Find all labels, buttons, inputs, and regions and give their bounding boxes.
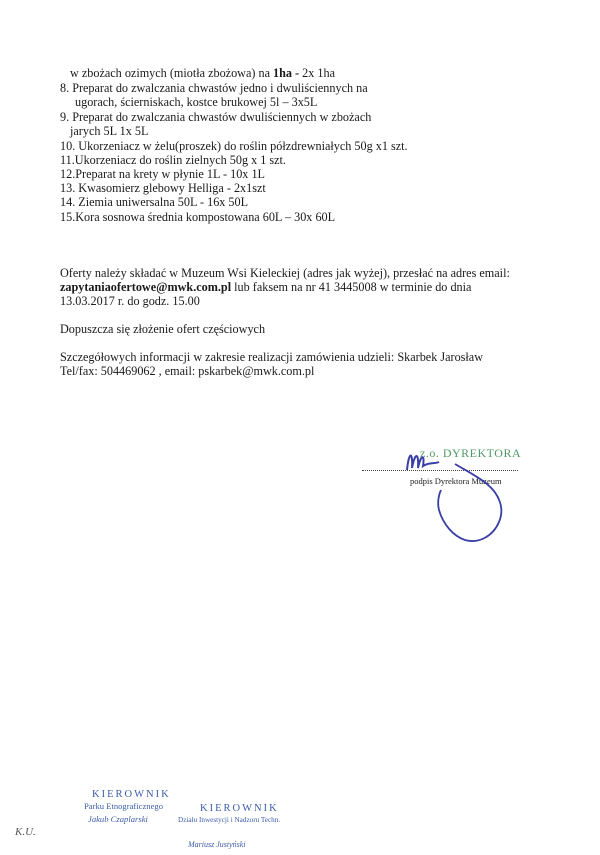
list-item: ugorach, ścierniskach, kostce brukowej 5l – 3x5L [75,95,318,109]
stamp-subtitle: Parku Etnograficznego [84,801,163,811]
list-item: 8. Preparat do zwalczania chwastów jedno i dwuliściennych na [60,81,368,95]
list-item: jarych 5L 1x 5L [70,124,149,138]
contact-info-line: Szczegółowych informacji w zakresie realizacji zamówienia udzieli: Skarbek Jarosław [60,350,483,364]
signature-caption: podpis Dyrektora Muzeum [410,476,502,486]
list-item: 14. Ziemia uniwersalna 50L - 16x 50L [60,195,249,209]
list-item: 10. Ukorzeniacz w żelu(proszek) do roślin półzdrewniałych 50g x1 szt. [60,139,408,153]
list-item: 15.Kora sosnowa średnia kompostowana 60L – 30x 60L [60,210,336,224]
list-item: 9. Preparat do zwalczania chwastów dwuliściennych w zbożach [60,110,372,124]
stamp-name: Mariusz Justyński [188,840,246,849]
offer-paragraph-line: Oferty należy składać w Muzeum Wsi Kieleckiej (adres jak wyżej), przesłać na adres email: [60,266,510,280]
director-stamp: z.o. DYREKTORA [420,446,522,460]
initials: K.U. [15,826,36,838]
stamp-name: Jakub Czaplarski [88,814,148,824]
list-item: 11.Ukorzeniacz do roślin zielnych 50g x 1 szt. [60,153,286,167]
offer-paragraph-line: zapytaniaofertowe@mwk.com.pl lub faksem na nr 41 3445008 w terminie do dnia [60,280,472,294]
list-item: 12.Preparat na krety w płynie 1L - 10x 1L [60,167,265,181]
contact-phone-email: Tel/fax: 504469062 , email: pskarbek@mwk.com.pl [60,364,315,378]
list-item: 13. Kwasomierz glebowy Helliga - 2x1szt [60,181,266,195]
list-item: w zbożach ozimych (miotła zbożowa) na 1ha - 2x 1ha [70,66,336,80]
stamp-title: KIEROWNIK [200,803,279,814]
handwritten-signature-icon [395,440,525,550]
partial-offers-note: Dopuszcza się złożenie ofert częściowych [60,322,266,336]
offer-deadline: 13.03.2017 r. do godz. 15.00 [60,294,200,308]
stamp-subtitle: Działu Inwestycji i Nadzoru Techn. [178,816,281,824]
offer-email-link[interactable]: zapytaniaofertowe@mwk.com.pl [60,280,232,294]
stamp-title: KIEROWNIK [92,789,171,800]
